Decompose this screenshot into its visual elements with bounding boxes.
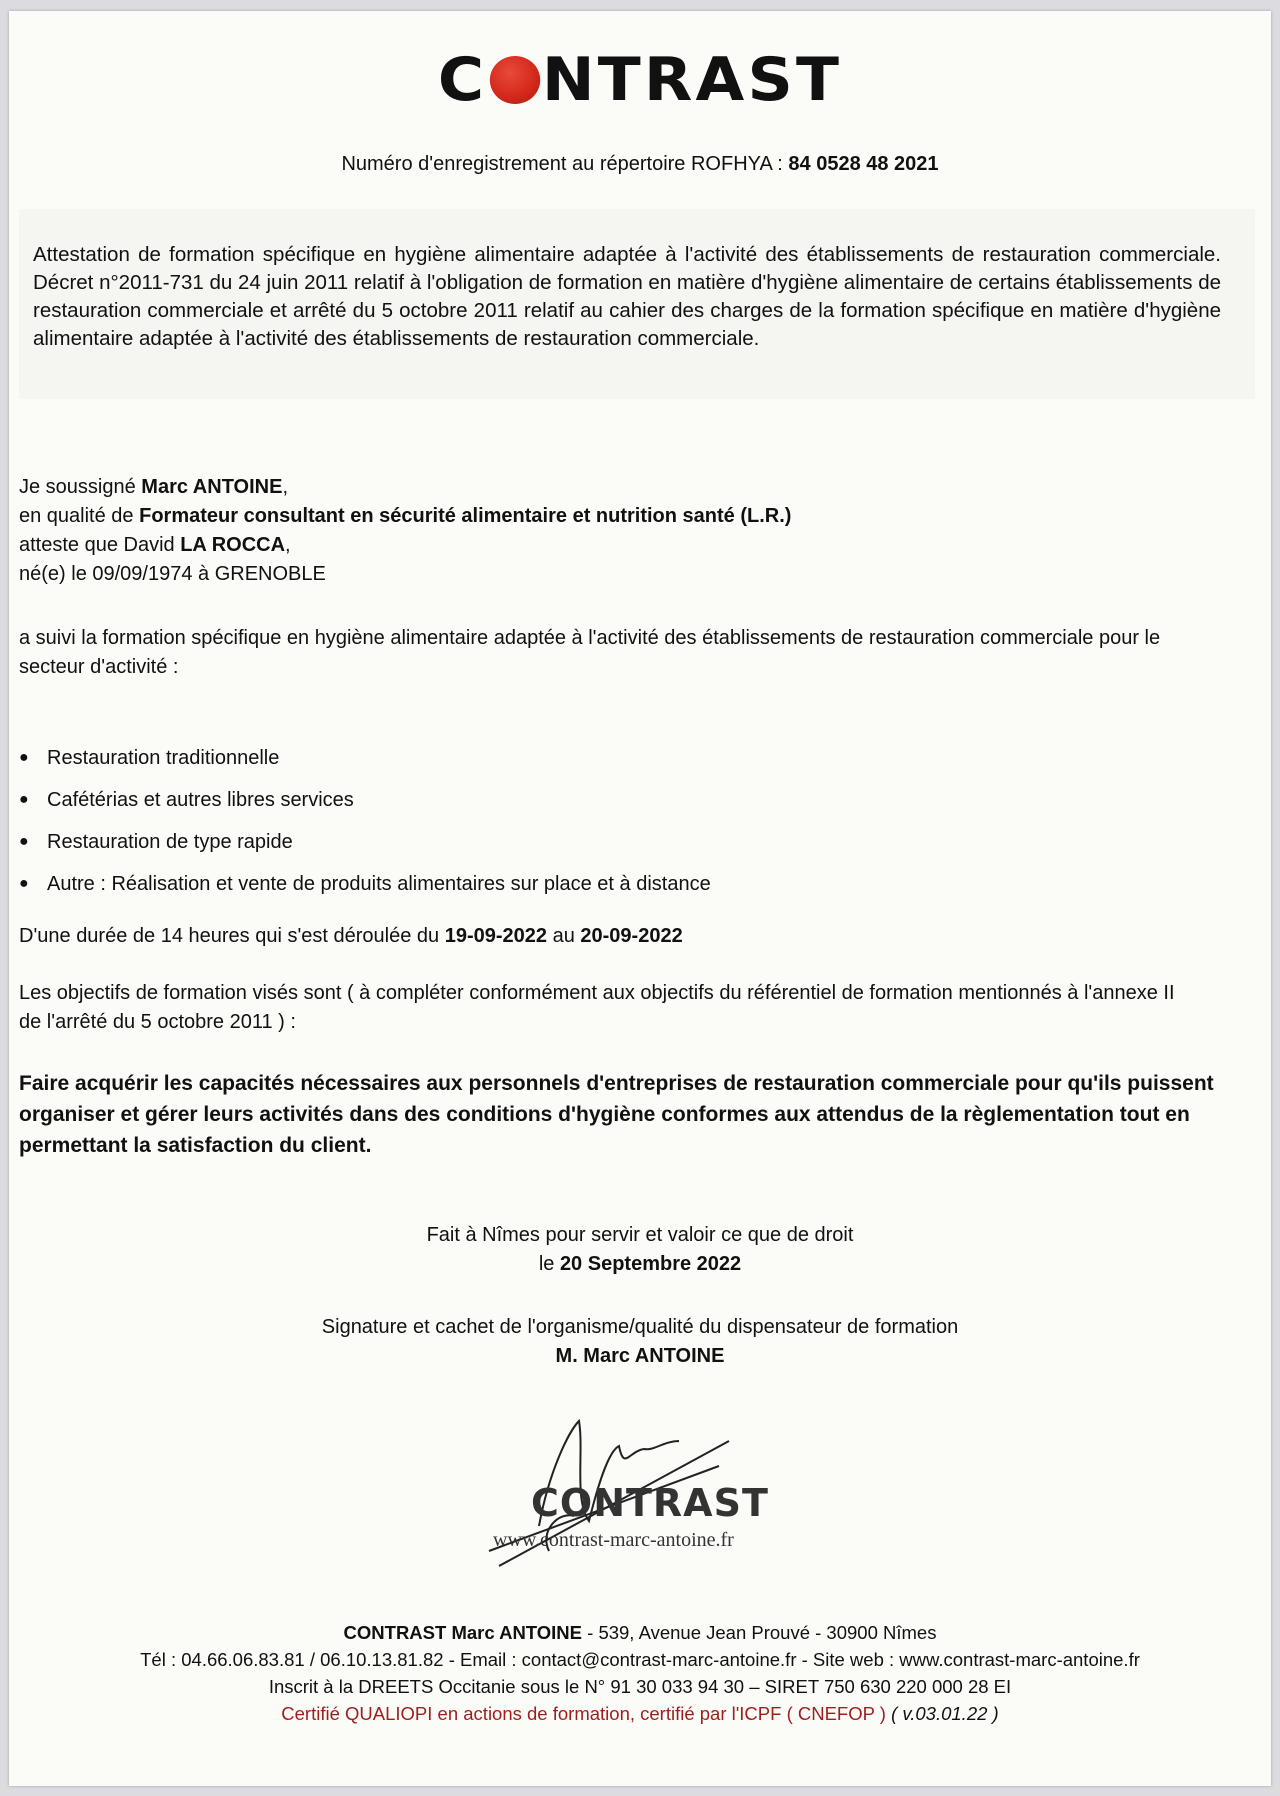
text: Je soussigné [19, 476, 142, 498]
text: au [547, 925, 581, 947]
red-ball-icon [489, 56, 539, 104]
text: atteste que David [19, 534, 181, 556]
duration-line [19, 922, 683, 951]
footer-address [9, 1619, 1271, 1646]
end-date: 20-09-2022 [580, 925, 683, 947]
objectives-intro: Les objectifs de formation visés sont ( à compléter conformément aux objectifs du référentiel de formation mentionnés à l'annexe II de l'arrêté du 5 octobre 2011 ) : [19, 982, 1175, 1033]
rofhya-number: 84 0528 48 2021 [788, 153, 939, 175]
rofhya-label: Numéro d'enregistrement au répertoire ROFHYA : [341, 153, 789, 175]
sector-label: Restauration traditionnelle [47, 746, 280, 769]
signatory-name: M. Marc ANTOINE [555, 1345, 725, 1367]
footer [9, 1619, 1271, 1727]
signatory-line [19, 473, 791, 502]
rofhya-registration [9, 153, 1271, 176]
contrast-logo [0, 45, 1280, 115]
trainee-line [19, 531, 791, 560]
footer-company: CONTRAST Marc ANTOINE [343, 1622, 582, 1643]
sector-label: Restauration de type rapide [47, 830, 293, 853]
training-text: a suivi la formation spécifique en hygiène alimentaire adaptée à l'activité des établissements de restauration commerciale pour le secteur d'activité : [19, 627, 1161, 678]
certification-text: Certifié QUALIOPI en actions de formation, certifié par l'ICPF ( CNEFOP ) [281, 1703, 892, 1724]
sector-label: Autre : Réalisation et vente de produits alimentaires sur place et à distance [47, 872, 711, 895]
text: le [538, 1253, 560, 1275]
text: , [285, 534, 291, 556]
footer-certification [9, 1700, 1271, 1727]
trainer-title-line [19, 502, 791, 531]
bullet-icon: ● [19, 833, 29, 850]
list-item [19, 737, 711, 779]
sector-list [19, 737, 711, 905]
bullet-icon: ● [19, 749, 29, 766]
text: en qualité de [19, 505, 140, 527]
list-item [19, 863, 711, 905]
birth-line: né(e) le 09/09/1974 à GRENOBLE [19, 563, 326, 585]
list-item [19, 821, 711, 863]
text: - 539, Avenue Jean Prouvé - 30900 Nîmes [582, 1622, 937, 1643]
issue-date-line [9, 1250, 1271, 1279]
place-line: Fait à Nîmes pour servir et valoir ce que de droit [426, 1224, 854, 1246]
bullet-icon: ● [19, 875, 29, 892]
company-stamp [479, 1411, 819, 1581]
start-date: 19-09-2022 [444, 925, 548, 947]
trainee-surname: LA ROCCA [180, 534, 286, 556]
stamp-url: www.contrast-marc-antoine.fr [493, 1529, 734, 1551]
signature-label: Signature et cachet de l'organisme/qualité du dispensateur de formation [321, 1316, 959, 1338]
trainer-title: Formateur consultant en sécurité alimentaire et nutrition santé (L.R.) [139, 505, 792, 527]
trainer-name: Marc ANTOINE [141, 476, 283, 498]
bullet-icon: ● [19, 791, 29, 808]
stamp-name: CONTRAST [531, 1481, 769, 1525]
training-objective: Faire acquérir les capacités nécessaires aux personnels d'entreprises de restauration commerciale pour qu'ils puissent organiser et gérer leurs activités dans des conditions d'hygiène conformes aux attendus de la règlementation tout en permettant la satisfaction du client. [19, 1072, 1214, 1157]
footer-contact: Tél : 04.66.06.83.81 / 06.10.13.81.82 - Email : contact@contrast-marc-antoine.fr - Site web : www.contrast-marc-antoine.fr [140, 1649, 1140, 1670]
version: ( v.03.01.22 ) [891, 1703, 999, 1724]
document-page [9, 11, 1271, 1786]
text: D'une durée de 14 heures qui s'est déroulée du [19, 925, 445, 947]
issue-date: 20 Septembre 2022 [559, 1253, 742, 1275]
intro-paragraph: Attestation de formation spécifique en hygiène alimentaire adaptée à l'activité des établissements de restauration commerciale. Décret n°2011-731 du 24 juin 2011 relatif à l'obligation de formation en matière d'hygiène alimentaire de certains établissements de restauration commerciale et arrêté du 5 octobre 2011 relatif au cahier des charges de la formation spécifique en matière d'hygiène alimentaire adaptée à l'activité des établissements de restauration commerciale. [33, 243, 1221, 350]
logo-letter-c: C [437, 45, 488, 115]
sector-label: Cafétérias et autres libres services [47, 788, 354, 811]
footer-registration: Inscrit à la DREETS Occitanie sous le N° 91 30 033 94 30 – SIRET 750 630 220 000 28 EI [268, 1676, 1012, 1697]
logo-letters: NTRAST [541, 45, 843, 115]
text: , [282, 476, 289, 498]
attestation-block [19, 473, 791, 589]
list-item [19, 779, 711, 821]
